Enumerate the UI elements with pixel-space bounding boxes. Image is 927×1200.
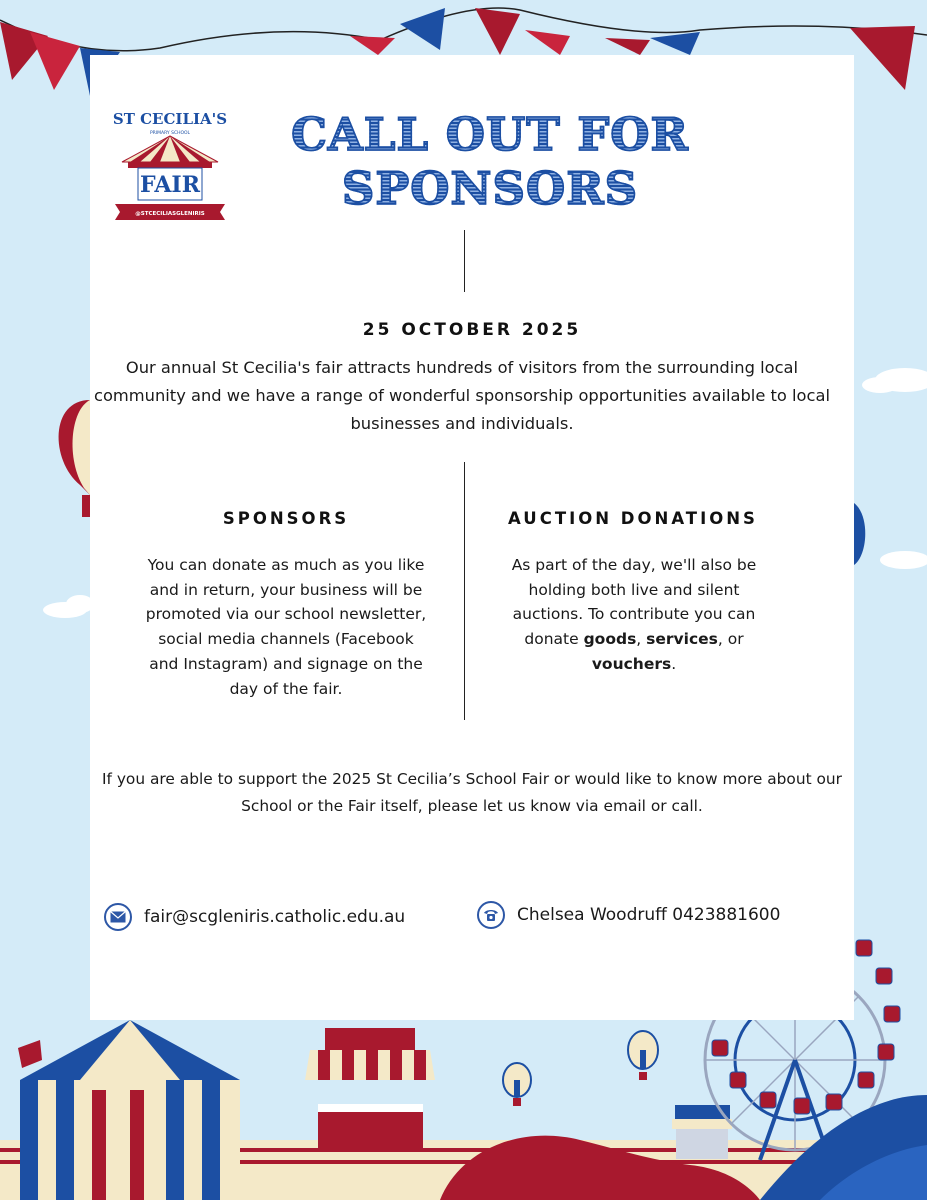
- intro-paragraph: Our annual St Cecilia's fair attracts hundreds of visitors from the surrounding local community and we have a range of wonderful sponsorship opportunities available to local businesses and individuals.: [94, 358, 830, 433]
- auction-sep-2: , or: [717, 630, 744, 649]
- logo-fair-word: FAIR: [140, 172, 200, 198]
- page-title: [290, 108, 690, 216]
- auction-sep-1: ,: [636, 630, 647, 649]
- title-line-2: SPONSORS: [341, 162, 639, 215]
- sponsors-heading: SPONSORS: [222, 509, 350, 528]
- telephone-icon: [477, 901, 505, 929]
- phone-contact[interactable]: [477, 901, 780, 929]
- circus-tent: [18, 1020, 240, 1200]
- phone-contact-text[interactable]: Chelsea Woodruff 0423881600: [517, 905, 781, 925]
- logo-school-sub: PRIMARY SCHOOL: [149, 131, 191, 136]
- auction-services: services: [646, 630, 718, 649]
- title-divider: [464, 230, 465, 292]
- auction-end: .: [671, 654, 677, 673]
- school-fair-logo: [110, 100, 230, 225]
- hot-air-balloon-small-1: [628, 1031, 658, 1080]
- column-divider: [464, 462, 465, 720]
- food-stall: [305, 1028, 435, 1150]
- auction-text: [492, 553, 776, 677]
- email-contact[interactable]: [104, 903, 405, 931]
- logo-school-name: ST CECILIA'S: [112, 110, 228, 128]
- auction-vouchers: vouchers: [591, 654, 672, 673]
- email-address[interactable]: fair@scgleniris.catholic.edu.au: [144, 907, 406, 927]
- event-date: 25 OCTOBER 2025: [362, 320, 582, 340]
- auction-goods: goods: [583, 630, 637, 649]
- title-line-1: CALL OUT FOR: [291, 108, 689, 161]
- closing-paragraph: If you are able to support the 2025 St Cecilia’s School Fair or would like to know more about our School or the Fair itself, please let us know via email or call.: [101, 770, 843, 815]
- auction-text-start: As part of the day, we'll also be holding both live and silent auctions. To contribute you can donate: [511, 556, 757, 649]
- auction-heading: AUCTION DONATIONS: [508, 509, 758, 528]
- envelope-icon: [104, 903, 132, 931]
- logo-handle: @STCECILIASGLENIRIS: [135, 211, 205, 217]
- hot-air-balloon-small-2: [503, 1063, 531, 1106]
- sponsors-text: You can donate as much as you like and in return, your business will be promoted via our school newsletter, social media channels (Facebook and Instagram) and signage on the day of the fair.: [145, 556, 427, 698]
- hot-air-balloon-right: [854, 503, 865, 565]
